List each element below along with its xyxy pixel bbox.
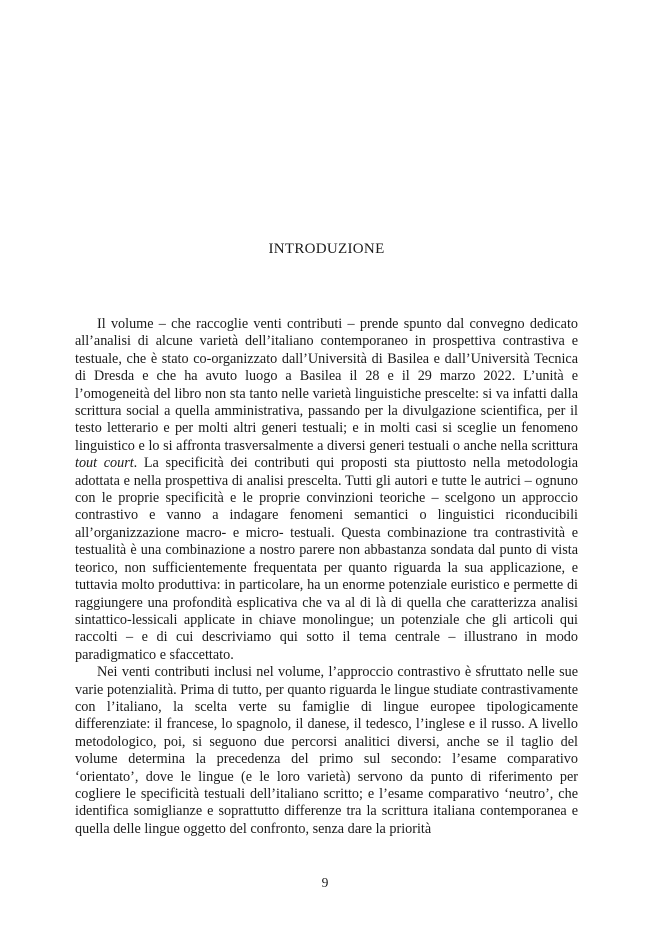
paragraph-1-text-start: Il volume – che raccoglie venti contributi – prende spunto dal convegno dedicato all’analisi di alcune varietà dell’italiano contemporaneo in prospettiva contrastiva e testuale, che è stato co-organizzato dall’Università di Basilea e dall’Università Tecnica di Dresda e che ha avuto luogo a Basilea il 28 e il 29 marzo 2022. L’unità e l’omogeneità del libro non sta tanto nelle varietà linguistiche prescelte: si va infatti dalla scrittura social a quella amministrativa, passando per la divulgazione scientifica, per il testo letterario e per molti altri generi testuali; e in molti casi si sceglie un fenomeno linguistico e lo si affronta trasversalmente a diversi generi testuali o anche nella scrittura [75,316,578,454]
paragraph-1-italic-phrase: tout court [75,455,134,472]
page-number: 9 [321,875,329,890]
chapter-heading: INTRODUZIONE [268,241,385,257]
paragraph-2: Nei venti contributi inclusi nel volume, l’approccio contrastivo è sfruttato nelle sue varie potenzialità. Prima di tutto, per quanto riguarda le lingue studiate contrastivamente con l’italiano, la scelta verte su famiglie di lingue europee tipologicamente differenziate: il francese, lo spagnolo, il danese, il tedesco, l’inglese e il russo. A livello metodologico, poi, si seguono due percorsi analitici diversi, anche se il taglio del volume determina la precedenza del primo sul secondo: l’esame comparativo ‘orientato’, dove le lingue (e le loro varietà) servono da punto di riferimento per cogliere le specificità testuali dell’italiano scritto; e l’esame comparativo ‘neutro’, che identifica somiglianze e soprattutto differenze tra la scrittura italiana contemporanea e quella delle lingue oggetto del confronto, senza dare la priorità [75,664,578,837]
body-text [75,316,578,838]
paragraph-1 [75,316,578,664]
paragraph-1-text-end: . La specificità dei contributi qui proposti sta piuttosto nella metodologia adottata e nella prospettiva di analisi prescelta. Tutti gli autori e tutte le autrici – ognuno con le proprie specificità e le proprie convinzioni teoriche – scelgono un approccio contrastivo e vanno a indagare fenomeni semantici o linguistici riconducibili all’organizzazione macro- e micro- testuali. Questa combinazione tra contrastività e testualità è una combinazione a nostro parere non abbastanza sondata dal punto di vista teorico, non sufficientemente frequentata per quanto riguarda la sua applicazione, e tuttavia molto produttiva: in particolare, ha un enorme potenziale euristico e permette di raggiungere una profondità esplicativa che va al di là di quella che caratterizza analisi sintattico-lessicali applicate in chiave monolingue; un potenziale che gli articoli qui raccolti – e di cui descriviamo qui sotto il tema centrale – illustrano in modo paradigmatico e sfaccettato. [75,455,578,663]
